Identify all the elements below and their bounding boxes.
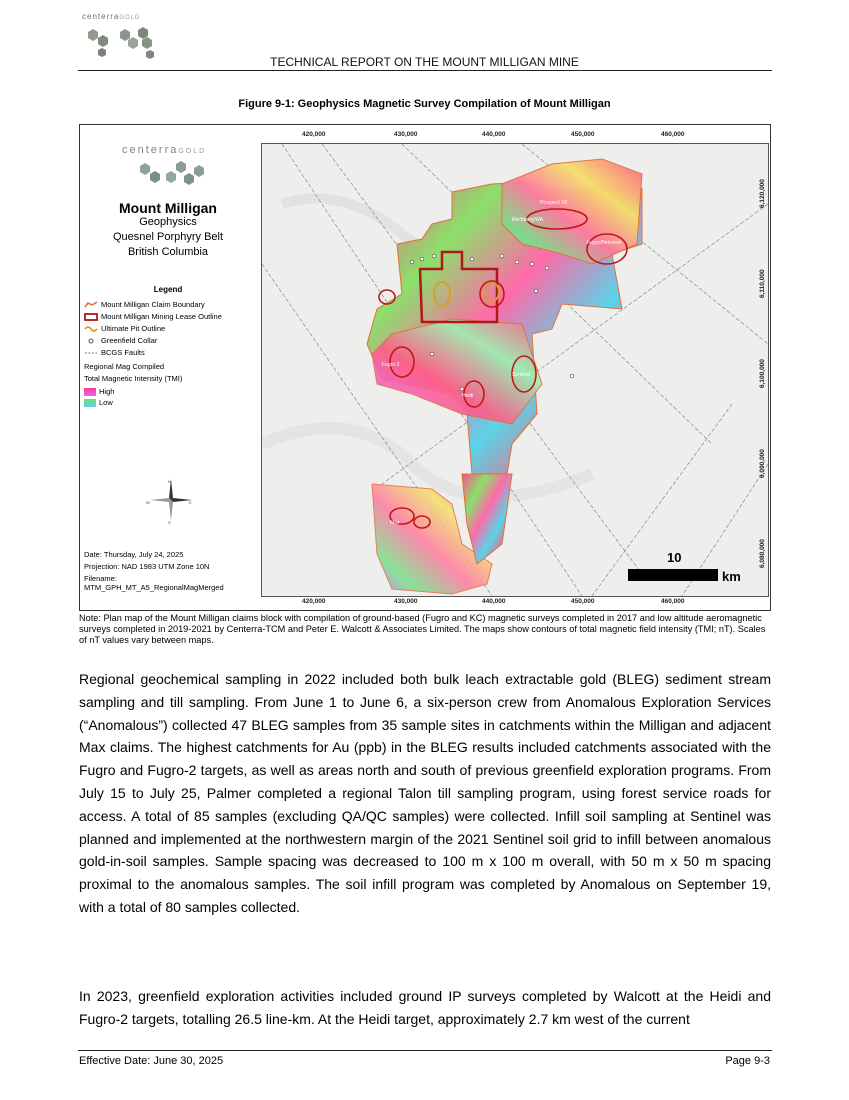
- scale-unit: km: [722, 569, 741, 584]
- target-label: Max: [390, 520, 400, 526]
- legend-label: Mount Milligan Mining Lease Outline: [101, 312, 222, 321]
- header-logo-word: centerra: [82, 12, 120, 21]
- map-title: Mount Milligan: [119, 200, 217, 216]
- body-paragraph: In 2023, greenfield exploration activities included ground IP surveys completed by Walcott at the Heidi and Fugro-2 targets, totalling 26.5 line-km. At the Heidi target, approximately 2.7 km west of the current: [79, 988, 771, 1027]
- x-tick-top: 450,000: [571, 131, 595, 138]
- x-tick-bottom: 430,000: [394, 598, 418, 605]
- legend-item-faults: [84, 348, 145, 357]
- greenfield-collar: [460, 387, 464, 391]
- header-divider: [78, 70, 772, 71]
- legend-regional-mag: Regional Mag Compiled: [84, 362, 165, 371]
- target-label: Sentinel: [512, 372, 531, 378]
- greenfield-collar: [432, 254, 436, 258]
- centerra-panel-logo-icon: [136, 158, 216, 192]
- high-swatch: [84, 388, 96, 396]
- low-swatch: [84, 399, 96, 407]
- x-tick-bottom: 450,000: [571, 598, 595, 605]
- figure-legend-panel: [84, 130, 252, 600]
- x-tick-top: 420,000: [302, 131, 326, 138]
- target-label: Prospect S6: [540, 200, 568, 206]
- compass-e: E: [189, 500, 192, 505]
- map-subtitle-geophysics: Geophysics: [139, 216, 197, 228]
- legend-title: Legend: [153, 285, 183, 294]
- magnetic-survey-map: [262, 144, 768, 596]
- greenfield-collar: [530, 262, 534, 266]
- map-filename-label: Filename:: [84, 574, 117, 583]
- map-filename: MTM_GPH_MT_A5_RegionalMagMerged: [84, 583, 224, 592]
- legend-item-claim-boundary: [84, 300, 205, 309]
- compass-s: S: [168, 520, 171, 525]
- greenfield-collar: [570, 374, 574, 378]
- greenfield-collar: [470, 257, 474, 261]
- map-frame: [261, 143, 769, 597]
- footer-page-number: Page 9-3: [725, 1055, 770, 1067]
- legend-item-high: [84, 387, 114, 396]
- legend-label: Mount Milligan Claim Boundary: [101, 300, 205, 309]
- figure-note: Note: Plan map of the Mount Milligan claims block with compilation of ground-based (Fugro and KC) magnetic surveys completed in 2017 and low altitude aeromagnetic surveys completed in 2019-2021 by Centerra-TCM and Peter E. Walcott & Associates Limited. The maps show contours of total magnetic field intensity (TMI; nT). Scales of nT values vary between maps.: [79, 613, 766, 645]
- target-label: Fugro-2: [382, 362, 400, 368]
- greenfield-collar: [430, 352, 434, 356]
- mining-lease-symbol-icon: [84, 313, 98, 321]
- map-projection: Projection: NAD 1983 UTM Zone 10N: [84, 562, 210, 571]
- greenfield-collar: [515, 260, 519, 264]
- legend-item-mining-lease: [84, 312, 222, 321]
- target-label: Fugro/Peterson: [587, 240, 622, 246]
- legend-item-collar: [84, 336, 157, 345]
- map-subtitle-belt: Quesnel Porphyry Belt: [112, 231, 224, 243]
- running-header-title: TECHNICAL REPORT ON THE MOUNT MILLIGAN MINE: [270, 55, 579, 69]
- greenfield-collar: [410, 260, 414, 264]
- collar-circle-icon: [84, 337, 98, 345]
- target-label: Heidi: [462, 393, 474, 399]
- header-logo-text: [82, 12, 140, 21]
- header-logo-suffix: GOLD: [119, 15, 141, 21]
- compass-w: W: [146, 500, 150, 505]
- y-tick: 6,090,000: [759, 449, 766, 478]
- legend-item-low: [84, 398, 113, 407]
- y-tick: 6,100,000: [759, 359, 766, 388]
- x-tick-top: 430,000: [394, 131, 418, 138]
- body-paragraph: Regional geochemical sampling in 2022 included both bulk leach extractable gold (BLEG) sediment stream sampling and till sampling. From June 1 to June 6, a six-person crew from Anomalous Exploration Services (“Anomalous”) collected 47 BLEG samples from 35 sample sites in catchments within the Milligan and adjacent Max claims. The highest catchments for Au (ppb) in the BLEG results included catchments associated with the Fugro and Fugro-2 targets, as well as areas north and south of previous greenfield exploration programs. From July 15 to July 25, Palmer completed a regional Talon till sampling program, using forest service roads for access. A total of 85 samples (excluding QA/QC samples) were collected. Infill soil sampling at Sentinel was planned and implemented at the northwestern margin of the 2021 Sentinel soil grid to infill between anomalous gold-in-soil samples. Sample spacing was decreased to 100 m x 100 m overall, with 50 m x 50 m spacing proximal to the anomalous samples. The soil infill program was completed by Anomalous on September 19, with a total of 80 samples collected.: [79, 671, 771, 915]
- greenfield-collar: [545, 266, 549, 270]
- footer-effective-date: Effective Date: June 30, 2025: [79, 1055, 224, 1067]
- scale-value: 10: [667, 550, 682, 565]
- map-date: Date: Thursday, July 24, 2025: [84, 550, 184, 559]
- legend-tmi: Total Magnetic Intensity (TMI): [84, 374, 183, 383]
- greenfield-collar: [534, 289, 538, 293]
- x-tick-top: 440,000: [482, 131, 506, 138]
- panel-logo-suffix: GOLD: [178, 148, 207, 155]
- legend-label: Greenfield Collar: [101, 336, 158, 345]
- panel-logo-word: centerra: [122, 144, 179, 156]
- y-tick: 6,080,000: [759, 539, 766, 568]
- claim-boundary-symbol-icon: [84, 301, 98, 309]
- legend-label: Low: [99, 398, 113, 407]
- y-tick: 6,110,000: [759, 269, 766, 298]
- pit-outline-symbol-icon: [84, 325, 98, 333]
- legend-label: BCGS Faults: [101, 348, 145, 357]
- x-tick-bottom: 440,000: [482, 598, 506, 605]
- footer-divider: [78, 1050, 772, 1051]
- map-subtitle-province: British Columbia: [127, 246, 209, 258]
- legend-label: Ultimate Pit Outline: [101, 324, 166, 333]
- greenfield-collar: [500, 254, 504, 258]
- legend-item-pit-outline: [84, 324, 165, 333]
- fault-dash-icon: [84, 349, 98, 357]
- greenfield-collar: [420, 257, 424, 261]
- legend-label: High: [99, 387, 115, 396]
- x-tick-bottom: 420,000: [302, 598, 326, 605]
- x-tick-bottom: 460,000: [661, 598, 685, 605]
- panel-logo-text: [122, 144, 206, 156]
- x-tick-top: 460,000: [661, 131, 685, 138]
- y-tick: 6,120,000: [759, 179, 766, 208]
- figure-title: Figure 9-1: Geophysics Magnetic Survey Compilation of Mount Milligan: [238, 98, 611, 110]
- target-label: Rechberg/WA: [512, 217, 543, 223]
- compass-n: N: [168, 479, 171, 484]
